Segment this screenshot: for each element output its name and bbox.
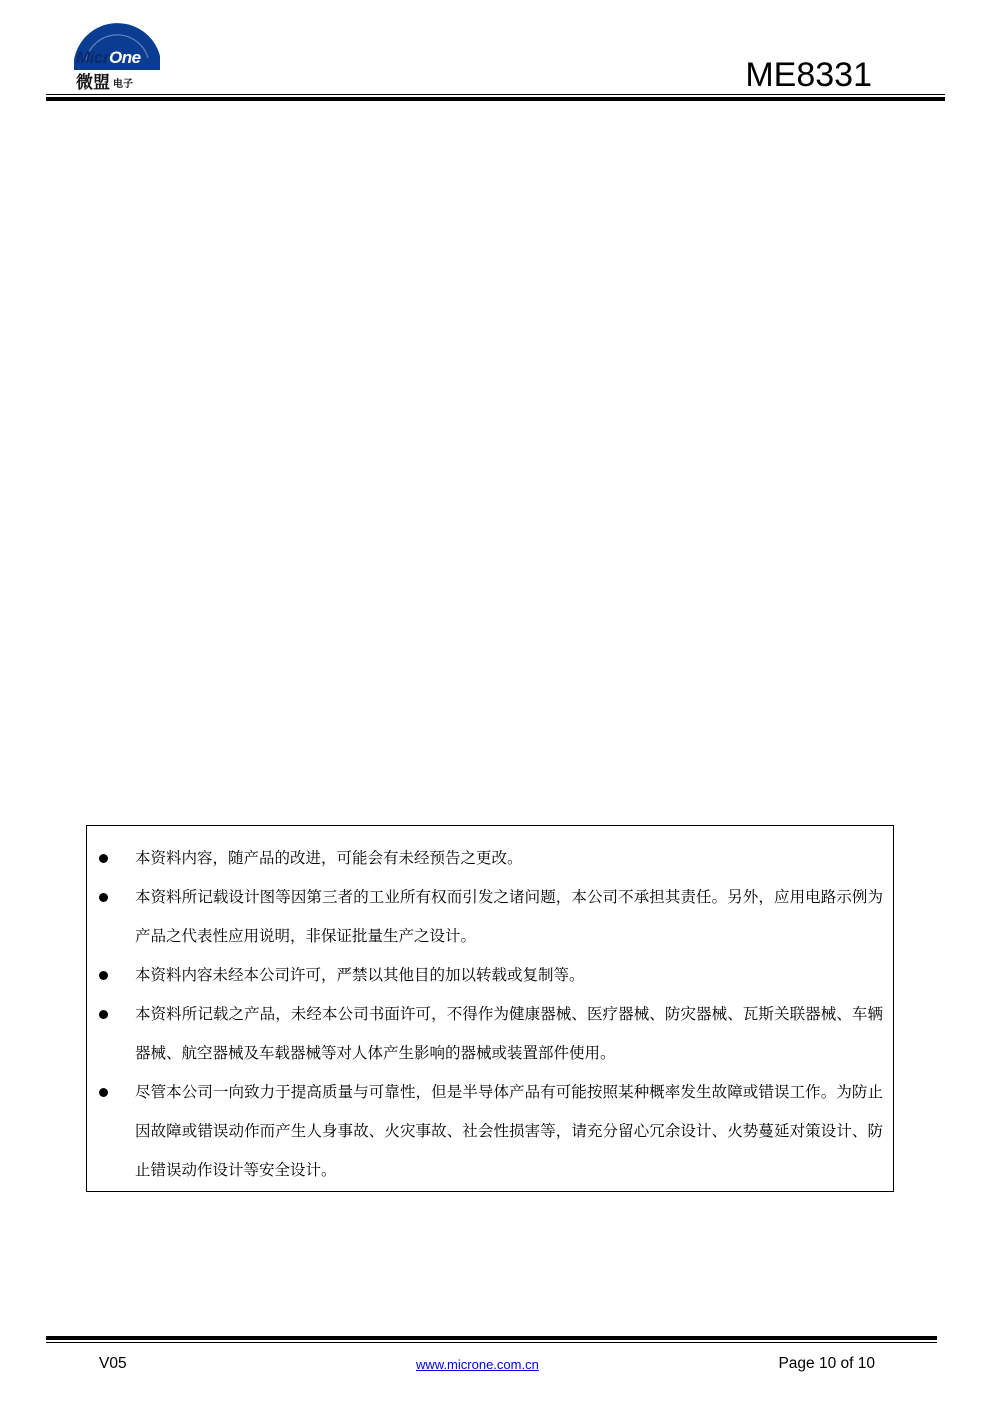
disclaimer-box [86,825,894,1192]
disclaimer-item: 本资料内容，随产品的改进，可能会有未经预告之更改。 [87,839,893,878]
bullet-icon [99,971,108,980]
logo-brand-cn: 微盟 电子 [76,73,133,93]
footer-divider [46,1342,937,1343]
footer-website-link[interactable]: www.microne.com.cn [416,1357,539,1372]
document-title: ME8331 [745,56,872,94]
company-logo [72,8,172,93]
header-divider-thick [46,97,945,101]
disclaimer-list [87,839,893,1190]
disclaimer-item: 本资料所记载设计图等因第三者的工业所有权而引发之诸问题，本公司不承担其责任。另外，应用电路示例为产品之代表性应用说明，非保证批量生产之设计。 [87,878,893,956]
bullet-icon [99,854,108,863]
header-divider [46,94,945,95]
bullet-icon [99,893,108,902]
disclaimer-item: 尽管本公司一向致力于提高质量与可靠性，但是半导体产品有可能按照某种概率发生故障或错误工作。为防止因故障或错误动作而产生人身事故、火灾事故、社会性损害等，请充分留心冗余设计、火势蔓延对策设计、防止错误动作设计等安全设计。 [87,1073,893,1190]
disclaimer-item: 本资料内容未经本公司许可，严禁以其他目的加以转载或复制等。 [87,956,893,995]
bullet-icon [99,1088,108,1097]
footer-version: V05 [99,1355,127,1372]
footer-page-number: Page 10 of 10 [778,1355,875,1372]
logo-brand-en: MicrOne [76,48,141,67]
bullet-icon [99,1010,108,1019]
disclaimer-item: 本资料所记载之产品，未经本公司书面许可，不得作为健康器械、医疗器械、防灾器械、瓦斯关联器械、车辆器械、航空器械及车载器械等对人体产生影响的器械或装置部件使用。 [87,995,893,1073]
footer-divider-thick [46,1336,937,1340]
